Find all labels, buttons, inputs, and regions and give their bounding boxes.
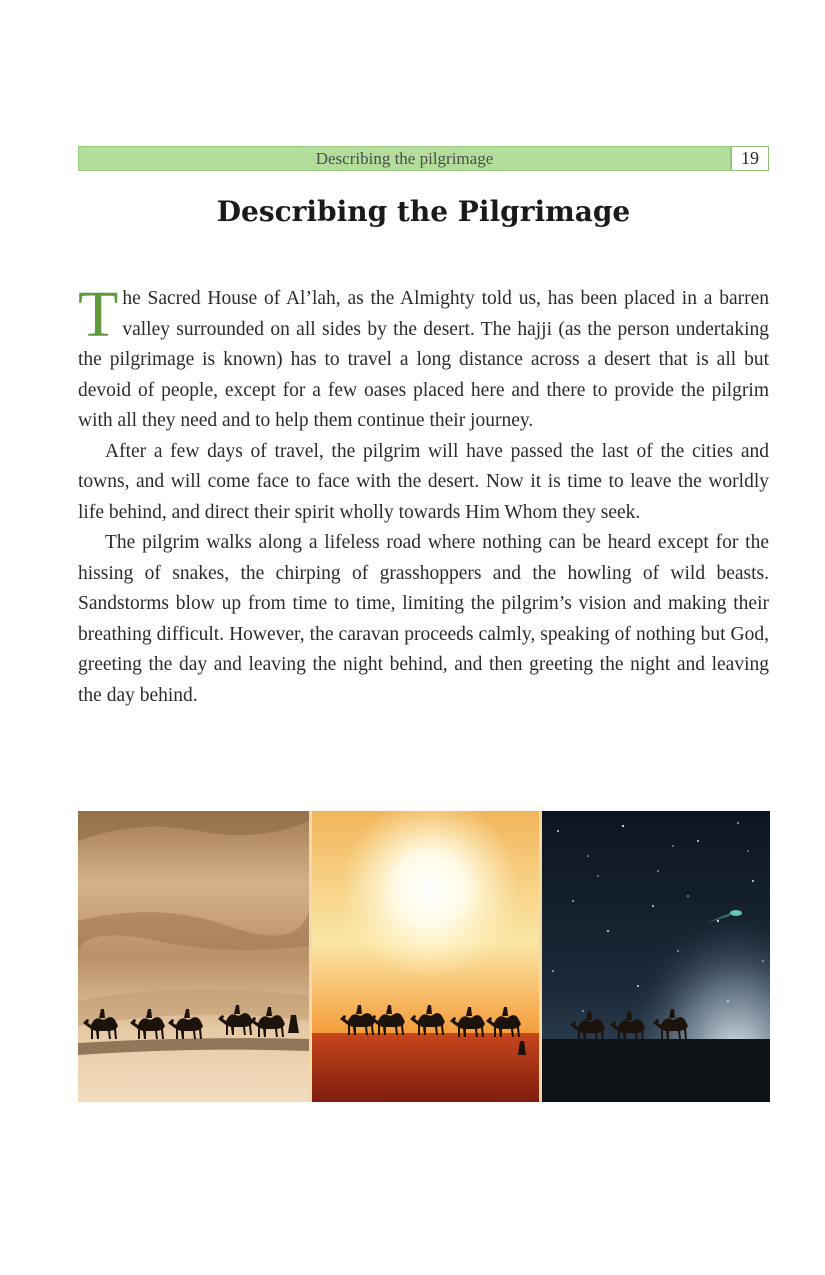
drop-cap: T	[78, 278, 119, 351]
page-number: 19	[731, 146, 769, 171]
running-header	[78, 146, 731, 171]
paragraph-1-text: he Sacred House of Al’lah, as the Almighty told us, has been placed in a barren valley surrounded on all sides by the desert. The hajji (as the person undertaking the pilgrimage is known) has to travel a long distance across a desert that is all but devoid of people, except for a few oases placed here and there to provide the pilgrim with all they need and to help them continue their journey.	[78, 288, 769, 431]
page-title: Describing the Pilgrimage	[216, 195, 631, 228]
paragraph-1	[78, 278, 769, 437]
dunes-photo	[78, 811, 309, 1102]
caravan-photo-triptych	[78, 811, 770, 1102]
sunset-photo	[312, 811, 539, 1102]
paragraph-3: The pilgrim walks along a lifeless road where nothing can be heard except for the hissing of snakes, the chirping of grasshoppers and the howling of wild beasts. Sandstorms blow up from time to time, limiting the pilgrim’s vision and making their breathing difficult. However, the caravan proceeds calmly, speaking of nothing but God, greeting the day and leaving the night behind, and then greeting the night and leaving the day behind.	[78, 532, 769, 706]
running-header-title: Describing the pilgrimage	[315, 149, 494, 168]
paragraph-2: After a few days of travel, the pilgrim will have passed the last of the cities and towns, and will come face to face with the desert. Now it is time to leave the worldly life behind, and direct their spirit wholly towards Him Whom they seek.	[78, 440, 769, 523]
night-photo	[542, 811, 770, 1102]
article-body	[78, 278, 769, 711]
